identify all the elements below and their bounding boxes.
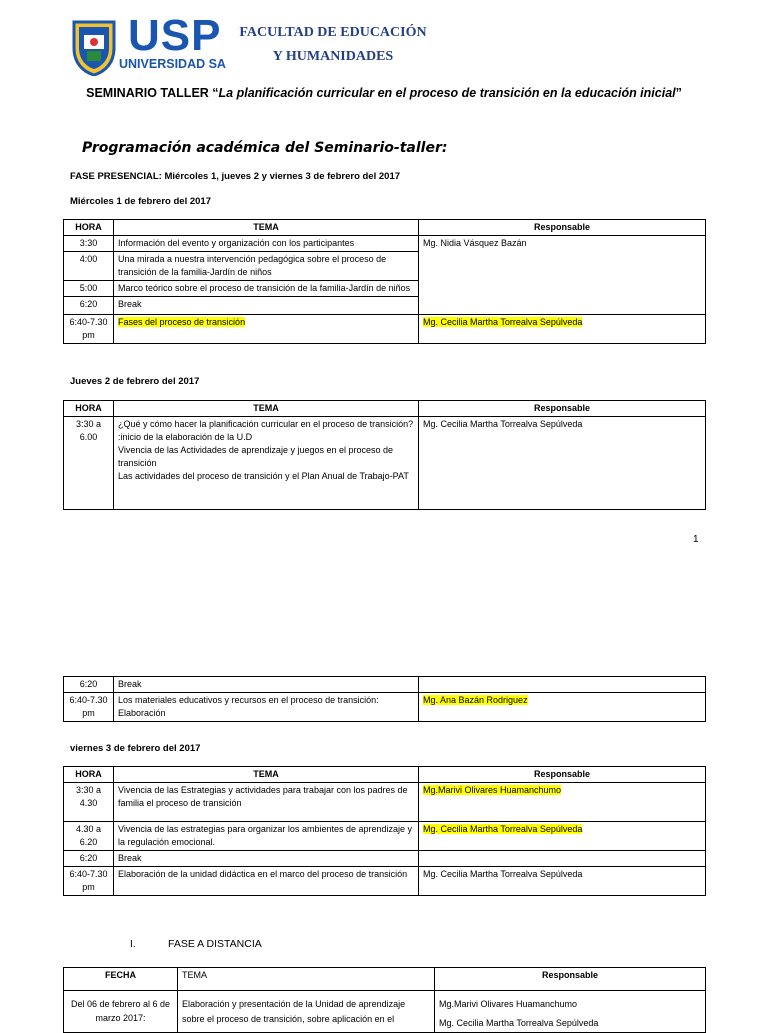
day3-table: [63, 766, 706, 896]
responsable-line: Mg.Marivi Olivares Huamanchumo: [439, 999, 578, 1009]
header-hora: HORA: [64, 220, 114, 236]
hora-cell: 6:20: [64, 677, 114, 693]
tema-cell: Vivencia de las Estrategias y actividades para trabajar con los padres de familia el proceso de transición: [114, 783, 419, 822]
responsable-cell: Mg. Cecilia Martha Torrealva Sepúlveda: [419, 867, 706, 896]
university-shield-icon: [70, 18, 118, 76]
header-fecha: FECHA: [64, 968, 178, 991]
page-number: 1: [693, 534, 699, 545]
responsable-cell: [419, 315, 706, 344]
header-tema: TEMA: [178, 968, 435, 991]
table-row: [64, 851, 706, 867]
responsable-line: Mg. Cecilia Martha Torrealva Sepúlveda: [439, 1018, 599, 1028]
responsable-cell: [419, 693, 706, 722]
tema-line: Las actividades del proceso de transición y el Plan Anual de Trabajo-PAT: [118, 471, 409, 481]
tema-cell: Break: [114, 851, 419, 867]
hora-cell: 6:40-7.30 pm: [64, 315, 114, 344]
hora-cell: 6:40-7.30 pm: [64, 693, 114, 722]
header-responsable: Responsable: [419, 220, 706, 236]
header-hora: HORA: [64, 767, 114, 783]
tema-line: ¿Qué y cómo hacer la planificación curricular en el proceso de transición? :inicio de la elaboración de la U.D: [118, 419, 414, 442]
hora-cell: 3:30 a 6.00: [64, 417, 114, 510]
responsable-cell: [419, 783, 706, 822]
table-header-row: [64, 401, 706, 417]
day3-title: viernes 3 de febrero del 2017: [70, 743, 201, 754]
table-row: [64, 417, 706, 510]
highlighted-text: Fases del proceso de transición: [118, 317, 246, 327]
faculty-line-1: FACULTAD DE EDUCACIÓN: [239, 25, 427, 40]
program-title: Programación académica del Seminario-taller:: [82, 140, 448, 156]
day1-table: [63, 219, 706, 344]
fecha-cell: Del 06 de febrero al 6 de marzo 2017:: [64, 991, 178, 1033]
table-row: [64, 236, 706, 252]
table-header-row: [64, 968, 706, 991]
tema-line: Vivencia de las Actividades de aprendizaje y juegos en el proceso de transición: [118, 445, 394, 468]
table-header-row: [64, 767, 706, 783]
hora-cell: 6:20: [64, 297, 114, 315]
table-row: [64, 822, 706, 851]
header-responsable: Responsable: [419, 401, 706, 417]
distancia-table: [63, 967, 706, 1033]
responsable-cell: Mg. Nidia Vásquez Bazán: [419, 236, 706, 315]
responsable-cell: Mg. Cecilia Martha Torrealva Sepúlveda: [419, 417, 706, 510]
section-number: I.: [130, 939, 136, 950]
highlighted-text: Mg.Marivi Olivares Huamanchumo: [423, 785, 562, 795]
table-row: [64, 315, 706, 344]
responsable-cell: [419, 822, 706, 851]
day2-table: [63, 400, 706, 510]
tema-cell: Break: [114, 297, 419, 315]
header-hora: HORA: [64, 401, 114, 417]
tema-cell: Elaboración y presentación de la Unidad de aprendizaje sobre el proceso de transición, sobre aplicación en el: [178, 991, 435, 1033]
table-row: [64, 677, 706, 693]
tema-cell: [114, 315, 419, 344]
header-responsable: Responsable: [435, 968, 706, 991]
hora-cell: 6:20: [64, 851, 114, 867]
hora-cell: 3:30: [64, 236, 114, 252]
table-header-row: [64, 220, 706, 236]
header-tema: TEMA: [114, 767, 419, 783]
tema-cell: Marco teórico sobre el proceso de transición de la familia-Jardín de niños: [114, 281, 419, 297]
university-logo-subtext: UNIVERSIDAD SA: [119, 57, 226, 71]
seminar-prefix: SEMINARIO TALLER “: [86, 86, 219, 100]
tema-cell: Una mirada a nuestra intervención pedagógica sobre el proceso de transición de la familia-Jardín de niños: [114, 252, 419, 281]
seminar-heading: [0, 86, 768, 100]
tema-cell: Información del evento y organización con los participantes: [114, 236, 419, 252]
faculty-line-2: Y HUMANIDADES: [272, 49, 394, 64]
highlighted-text: Mg. Ana Bazán Rodriguez: [423, 695, 528, 705]
fase-distancia-heading: FASE A DISTANCIA: [168, 938, 262, 950]
table-row: [64, 783, 706, 822]
responsable-cell: [419, 677, 706, 693]
tema-cell: [114, 417, 419, 510]
hora-cell: 6:40-7.30 pm: [64, 867, 114, 896]
usp-logo-text: USP: [128, 11, 222, 60]
hora-cell: 4:00: [64, 252, 114, 281]
hora-cell: 4.30 a 6.20: [64, 822, 114, 851]
responsable-cell: [435, 991, 706, 1033]
tema-cell: Vivencia de las estrategias para organizar los ambientes de aprendizaje y la regulación emocional.: [114, 822, 419, 851]
highlighted-text: Mg. Cecilia Martha Torrealva Sepúlveda: [423, 317, 583, 327]
seminar-suffix: ”: [675, 86, 682, 100]
hora-cell: 3:30 a 4.30: [64, 783, 114, 822]
tema-cell: Elaboración de la unidad didáctica en el marco del proceso de transición: [114, 867, 419, 896]
seminar-title: La planificación curricular en el proceso de transición en la educación inicial: [218, 86, 676, 100]
header-responsable: Responsable: [419, 767, 706, 783]
header-tema: TEMA: [114, 220, 419, 236]
day2-continued-table: [63, 676, 706, 722]
tema-cell: Break: [114, 677, 419, 693]
day2-title: Jueves 2 de febrero del 2017: [70, 376, 200, 387]
header-tema: TEMA: [114, 401, 419, 417]
table-row: [64, 693, 706, 722]
day1-title: Miércoles 1 de febrero del 2017: [70, 196, 211, 207]
highlighted-text: Mg. Cecilia Martha Torrealva Sepúlveda: [423, 824, 583, 834]
responsable-cell: [419, 851, 706, 867]
hora-cell: 5:00: [64, 281, 114, 297]
fase-presencial-heading: FASE PRESENCIAL: Miércoles 1, jueves 2 y viernes 3 de febrero del 2017: [70, 171, 401, 182]
table-row: [64, 991, 706, 1033]
table-row: [64, 867, 706, 896]
tema-cell: Los materiales educativos y recursos en el proceso de transición: Elaboración: [114, 693, 419, 722]
